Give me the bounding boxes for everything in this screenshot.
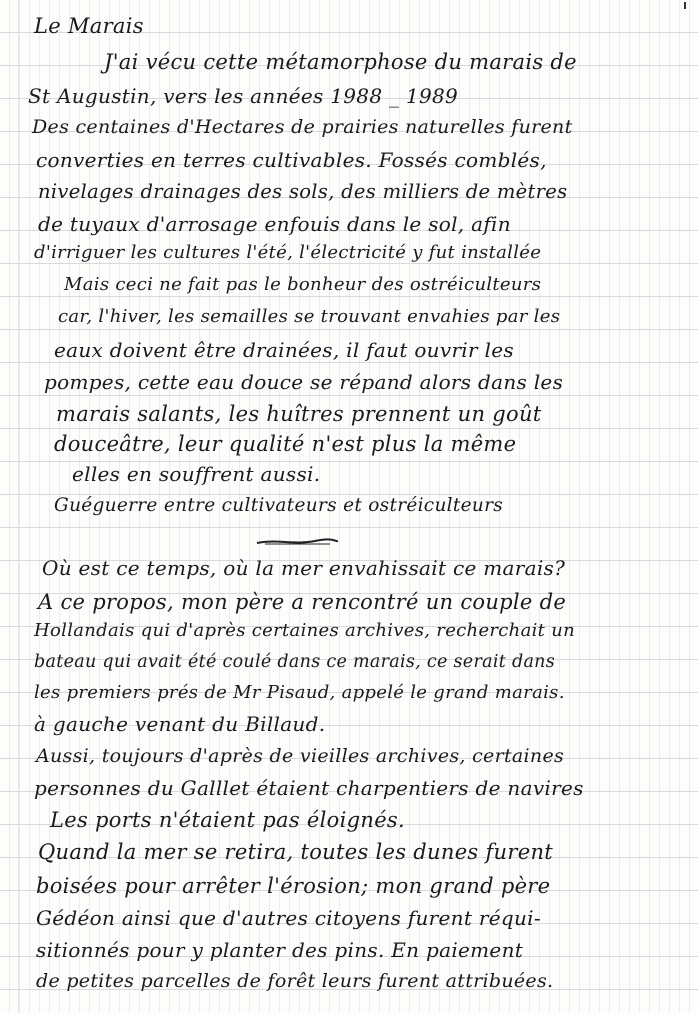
text-line: nivelages drainages des sols, des milliers de mètres — [38, 180, 568, 203]
text-line: elles en souffrent aussi. — [72, 462, 321, 486]
text-line: converties en terres cultivables. Fossés comblés, — [36, 148, 547, 172]
text-line: les premiers prés de Mr Pisaud, appelé le grand marais. — [34, 682, 565, 703]
text-line: marais salants, les huîtres prennent un goût — [56, 402, 542, 426]
text-line: Gédéon ainsi que d'autres citoyens furent réqui- — [36, 906, 541, 930]
text-line: Guéguerre entre cultivateurs et ostréiculteurs — [54, 495, 504, 516]
text-line: Hollandais qui d'après certaines archives, recherchait un — [34, 620, 575, 641]
text-line: d'irriguer les cultures l'été, l'électricité y fut installée — [34, 242, 542, 263]
text-line: de tuyaux d'arrosage enfouis dans le sol, afin — [38, 212, 511, 236]
margin-rule — [18, 0, 19, 1013]
text-line: boisées pour arrêter l'érosion; mon grand père — [36, 874, 551, 898]
text-line: Mais ceci ne fait pas le bonheur des ostréiculteurs — [64, 274, 542, 295]
section-separator — [255, 538, 340, 546]
text-line: eaux doivent être drainées, il faut ouvrir les — [54, 338, 514, 362]
text-line: Quand la mer se retira, toutes les dunes furent — [38, 840, 554, 864]
page-title: Le Marais — [34, 14, 144, 38]
text-line: pompes, cette eau douce se répand alors dans les — [44, 370, 564, 394]
text-line: J'ai vécu cette métamorphose du marais de — [104, 50, 577, 74]
text-line: de petites parcelles de forêt leurs furent attribuées. — [36, 970, 554, 992]
text-line: sitionnés pour y planter des pins. En paiement — [36, 938, 524, 962]
text-line: Les ports n'étaient pas éloignés. — [50, 808, 405, 832]
text-line: personnes du Galllet étaient charpentiers de navires — [34, 776, 584, 800]
text-line: Des centaines d'Hectares de prairies naturelles furent — [32, 116, 573, 138]
text-line: douceâtre, leur qualité n'est plus la même — [54, 432, 517, 456]
text-line: Où est ce temps, où la mer envahissait ce marais? — [42, 556, 566, 580]
text-line: St Augustin, vers les années 1988 _ 1989 — [28, 84, 459, 108]
text-line: à gauche venant du Billaud. — [34, 712, 326, 736]
corner-mark — [684, 2, 686, 9]
text-line: car, l'hiver, les semailles se trouvant envahies par les — [58, 306, 561, 327]
text-line: bateau qui avait été coulé dans ce marais, ce serait dans — [34, 652, 556, 672]
text-line: A ce propos, mon père a rencontré un couple de — [38, 590, 567, 614]
text-line: Aussi, toujours d'après de vieilles archives, certaines — [36, 745, 565, 767]
